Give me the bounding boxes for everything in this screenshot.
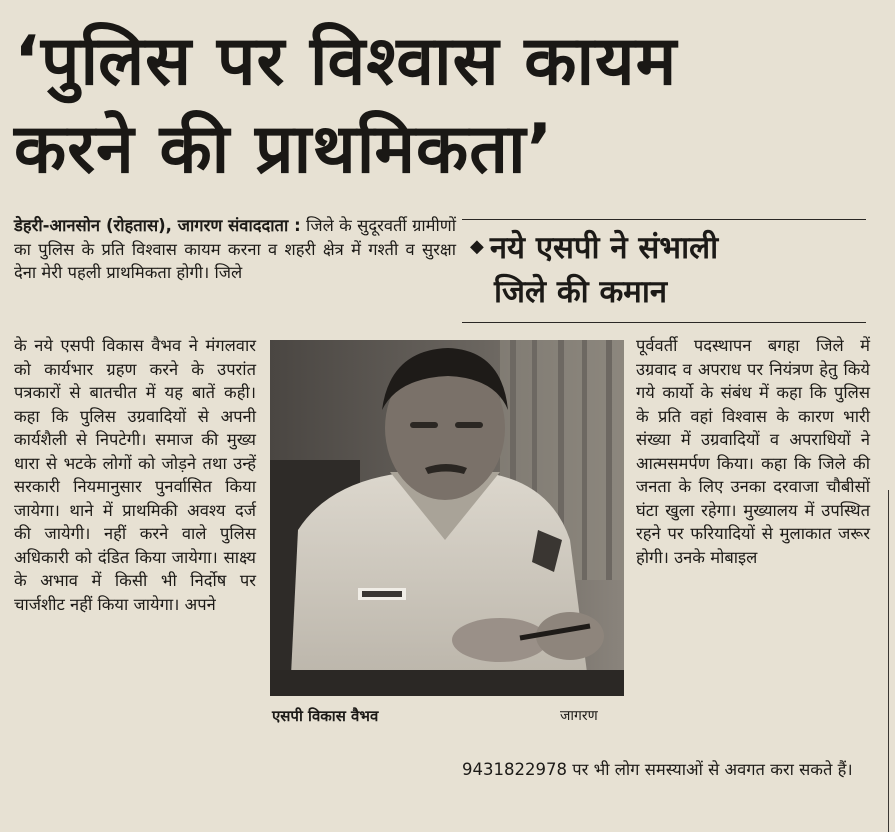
- photo-caption-name: एसपी विकास वैभव: [272, 707, 379, 725]
- bullet-diamond-icon: ◆: [470, 236, 484, 257]
- headline-line-1: ‘पुलिस पर विश्वास कायम: [14, 22, 678, 101]
- margin-rule: [888, 490, 889, 832]
- headline: [14, 18, 884, 194]
- body-bottom: 9431822978 पर भी लोग समस्याओं से अवगत करा सकते हैं।: [462, 760, 853, 779]
- subhead-line-1: नये एसपी ने संभाली: [489, 230, 719, 266]
- subhead-rule-top: [462, 219, 866, 220]
- lead-paragraph: [14, 214, 456, 285]
- body-column-left: के नये एसपी विकास वैभव ने मंगलवार को कार्यभार ग्रहण करने के उपरांत पत्रकारों से बातचीत में यह बातें कही। कहा कि पुलिस उग्रवादियों से अपनी कार्यशैली से निपटेगी। समाज की मुख्य धारा से भटके लोगों को जोड़ने तथा उन्हें सरकारी नियमानुसार पुनर्वासित किया जायेगा। थाने में प्राथमिकी अवश्य दर्ज की जायेगी। नहीं करने वाले पुलिस अधिकारी को दंडित किया जायेगा। साक्ष्य के अभाव में किसी भी निर्दोष पर चार्जशीट नहीं किया जायेगा। अपने: [14, 336, 256, 614]
- subhead-rule-bottom: [462, 322, 866, 323]
- subhead-line-2: जिले की कमान: [494, 274, 668, 310]
- headline-line-2: करने की प्राथमिकता’: [14, 110, 554, 189]
- body-column-right: पूर्ववर्ती पदस्थापन बगहा जिले में उग्रवाद व अपराध पर नियंत्रण हेतु किये गये कार्यो के संबंध में कहा कि पुलिस के प्रति वहां विश्वास के कारण भारी संख्या में उग्रवादियों व अपराधियों ने आत्मसमर्पण किया। कहा कि जिले की जनता के लिए उनका दरवाजा चौबीसों घंटा खुला रहेगा। मुख्यालय में उपस्थित रहने पर फरियादियों से मुलाकात जरूर होगी। उनके मोबाइल: [636, 336, 870, 567]
- officer-photo: [270, 340, 624, 696]
- lead-text: जिले के सुदूरवर्ती ग्रामीणों का पुलिस के प्रति विश्वास कायम करना व शहरी क्षेत्र में गश्ती व सुरक्षा देना मेरी पहली प्राथमिकता होगी। जिले: [14, 216, 456, 282]
- subheadline: [470, 225, 866, 314]
- officer-photo-image: [270, 340, 624, 696]
- photo-caption-credit: जागरण: [560, 708, 598, 724]
- dateline: डेहरी-आनसोन (रोहतास), जागरण संवाददाता :: [14, 216, 301, 235]
